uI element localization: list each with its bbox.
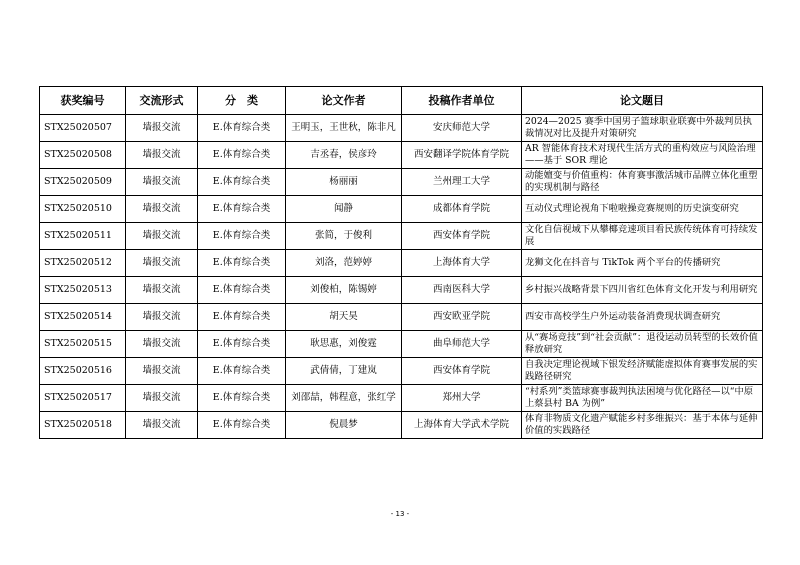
cell-award-id: STX25020518 bbox=[40, 412, 126, 439]
table-row bbox=[40, 115, 763, 142]
cell-unit: 西安翻译学院体育学院 bbox=[402, 142, 522, 169]
cell-authors: 倪晨梦 bbox=[286, 412, 402, 439]
cell-title: 龙狮文化在抖音与 TikTok 两个平台的传播研究 bbox=[522, 250, 763, 277]
cell-category: E.体育综合类 bbox=[198, 358, 286, 385]
table-row bbox=[40, 277, 763, 304]
cell-exchange-form: 墙报交流 bbox=[126, 412, 198, 439]
cell-unit: 兰州理工大学 bbox=[402, 169, 522, 196]
cell-authors: 王明玉，王世秋，陈非凡 bbox=[286, 115, 402, 142]
cell-exchange-form: 墙报交流 bbox=[126, 115, 198, 142]
cell-authors: 张简，于俊利 bbox=[286, 223, 402, 250]
cell-exchange-form: 墙报交流 bbox=[126, 169, 198, 196]
cell-award-id: STX25020514 bbox=[40, 304, 126, 331]
cell-unit: 安庆师范大学 bbox=[402, 115, 522, 142]
cell-category: E.体育综合类 bbox=[198, 331, 286, 358]
cell-title: 自我决定理论视域下银发经济赋能虚拟体育赛事发展的实践路径研究 bbox=[522, 358, 763, 385]
cell-title: 文化自信视域下从攀椰竞速项目看民族传统体育可持续发展 bbox=[522, 223, 763, 250]
header-exchange-form: 交流形式 bbox=[126, 87, 198, 115]
cell-award-id: STX25020515 bbox=[40, 331, 126, 358]
cell-award-id: STX25020516 bbox=[40, 358, 126, 385]
cell-award-id: STX25020512 bbox=[40, 250, 126, 277]
cell-exchange-form: 墙报交流 bbox=[126, 250, 198, 277]
cell-unit: 成都体育学院 bbox=[402, 196, 522, 223]
cell-unit: 上海体育大学 bbox=[402, 250, 522, 277]
cell-category: E.体育综合类 bbox=[198, 412, 286, 439]
header-award-id: 获奖编号 bbox=[40, 87, 126, 115]
table-row bbox=[40, 412, 763, 439]
header-title: 论文题目 bbox=[522, 87, 763, 115]
cell-unit: 西安体育学院 bbox=[402, 358, 522, 385]
cell-exchange-form: 墙报交流 bbox=[126, 142, 198, 169]
cell-title: 体育非物质文化遗产赋能乡村多维振兴：基于本体与延伸价值的实践路径 bbox=[522, 412, 763, 439]
table-row bbox=[40, 223, 763, 250]
cell-exchange-form: 墙报交流 bbox=[126, 331, 198, 358]
cell-award-id: STX25020511 bbox=[40, 223, 126, 250]
table-row bbox=[40, 331, 763, 358]
cell-unit: 曲阜师范大学 bbox=[402, 331, 522, 358]
cell-authors: 杨丽丽 bbox=[286, 169, 402, 196]
cell-authors: 闻静 bbox=[286, 196, 402, 223]
header-row bbox=[40, 87, 763, 115]
table-row bbox=[40, 169, 763, 196]
cell-category: E.体育综合类 bbox=[198, 223, 286, 250]
cell-authors: 耿思惠，刘俊霆 bbox=[286, 331, 402, 358]
cell-category: E.体育综合类 bbox=[198, 169, 286, 196]
cell-award-id: STX25020508 bbox=[40, 142, 126, 169]
table-row bbox=[40, 304, 763, 331]
cell-title: 互动仪式理论视角下啦啦操竞赛规则的历史演变研究 bbox=[522, 196, 763, 223]
cell-authors: 刘洛，范婷婷 bbox=[286, 250, 402, 277]
cell-exchange-form: 墙报交流 bbox=[126, 304, 198, 331]
cell-authors: 刘邵喆，韩程意，张红学 bbox=[286, 385, 402, 412]
cell-authors: 刘俊柏，陈锡婷 bbox=[286, 277, 402, 304]
cell-category: E.体育综合类 bbox=[198, 250, 286, 277]
cell-category: E.体育综合类 bbox=[198, 304, 286, 331]
cell-title: 从“赛场竞技”到“社会贡献”：退役运动员转型的长效价值释放研究 bbox=[522, 331, 763, 358]
cell-unit: 西南医科大学 bbox=[402, 277, 522, 304]
table-row bbox=[40, 250, 763, 277]
awards-table bbox=[39, 86, 763, 439]
cell-exchange-form: 墙报交流 bbox=[126, 223, 198, 250]
header-authors: 论文作者 bbox=[286, 87, 402, 115]
cell-title: “村系列”类篮球赛事裁判执法困境与优化路径—以“中原上蔡县村 BA 为例” bbox=[522, 385, 763, 412]
cell-title: 动能嬗变与价值重构：体育赛事激活城市品牌立体化重塑的实现机制与路径 bbox=[522, 169, 763, 196]
cell-title: 2024—2025 赛季中国男子篮球职业联赛中外裁判员执裁情况对比及提升对策研究 bbox=[522, 115, 763, 142]
cell-exchange-form: 墙报交流 bbox=[126, 385, 198, 412]
table-row bbox=[40, 358, 763, 385]
cell-category: E.体育综合类 bbox=[198, 115, 286, 142]
cell-unit: 西安欧亚学院 bbox=[402, 304, 522, 331]
header-category: 分 类 bbox=[198, 87, 286, 115]
cell-category: E.体育综合类 bbox=[198, 142, 286, 169]
cell-title: 乡村振兴战略背景下四川省红色体育文化开发与利用研究 bbox=[522, 277, 763, 304]
cell-authors: 胡天昊 bbox=[286, 304, 402, 331]
cell-authors: 武倩倩，丁建岚 bbox=[286, 358, 402, 385]
table-header bbox=[40, 87, 763, 115]
cell-award-id: STX25020517 bbox=[40, 385, 126, 412]
cell-category: E.体育综合类 bbox=[198, 385, 286, 412]
table-body bbox=[40, 115, 763, 439]
cell-category: E.体育综合类 bbox=[198, 277, 286, 304]
cell-title: 西安市高校学生户外运动装备消费现状调查研究 bbox=[522, 304, 763, 331]
cell-title: AR 智能体育技术对现代生活方式的重构效应与风险治理——基于 SOR 理论 bbox=[522, 142, 763, 169]
cell-exchange-form: 墙报交流 bbox=[126, 196, 198, 223]
table-row bbox=[40, 385, 763, 412]
cell-award-id: STX25020510 bbox=[40, 196, 126, 223]
cell-authors: 吉丞春，侯彦玲 bbox=[286, 142, 402, 169]
cell-exchange-form: 墙报交流 bbox=[126, 277, 198, 304]
cell-award-id: STX25020509 bbox=[40, 169, 126, 196]
page-number: - 13 - bbox=[390, 510, 410, 518]
cell-unit: 郑州大学 bbox=[402, 385, 522, 412]
cell-exchange-form: 墙报交流 bbox=[126, 358, 198, 385]
table-row bbox=[40, 142, 763, 169]
cell-unit: 上海体育大学武术学院 bbox=[402, 412, 522, 439]
cell-unit: 西安体育学院 bbox=[402, 223, 522, 250]
header-unit: 投稿作者单位 bbox=[402, 87, 522, 115]
cell-award-id: STX25020513 bbox=[40, 277, 126, 304]
cell-category: E.体育综合类 bbox=[198, 196, 286, 223]
cell-award-id: STX25020507 bbox=[40, 115, 126, 142]
table-row bbox=[40, 196, 763, 223]
